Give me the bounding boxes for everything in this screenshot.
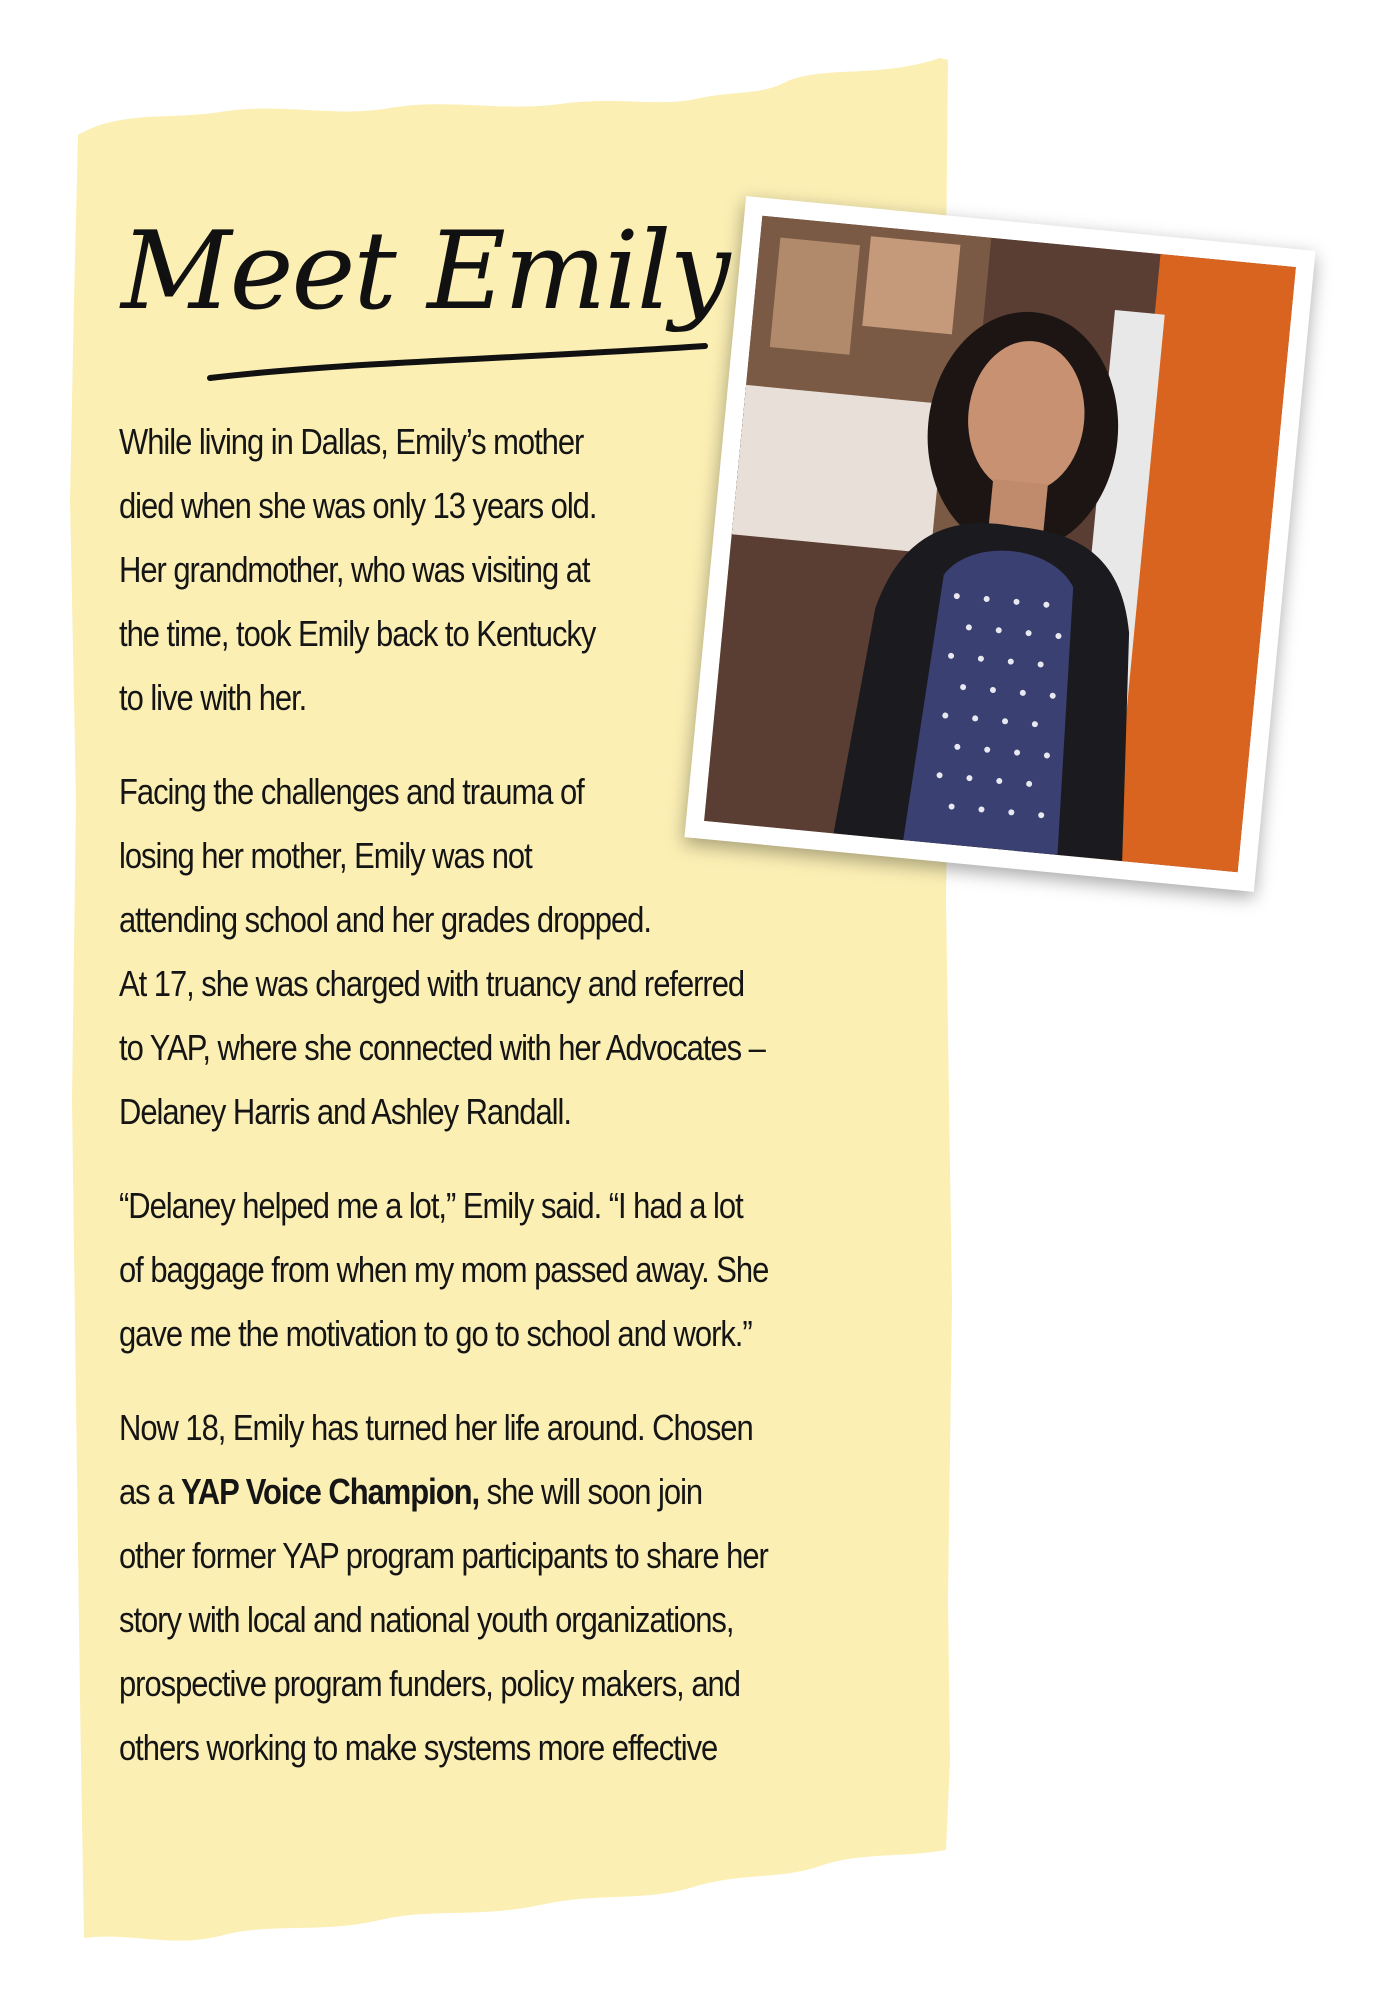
text-line: Delaney Harris and Ashley Randall. (119, 1091, 571, 1132)
paragraph-gap (119, 730, 807, 760)
page-title: Meet Emily (121, 209, 729, 334)
text-line: to YAP, where she connected with her Advocates – (119, 1027, 765, 1068)
text-line: story with local and national youth organizations, (119, 1599, 734, 1640)
text-line: prospective program funders, policy makers, and (119, 1663, 740, 1704)
shelf-item (862, 236, 960, 334)
text-line: other former YAP program participants to share her (119, 1535, 768, 1576)
text-line: While living in Dallas, Emily’s mother (119, 421, 584, 462)
text-line: Facing the challenges and trauma of (119, 771, 584, 812)
paragraph-1 (119, 410, 807, 730)
text-line: the time, took Emily back to Kentucky (119, 613, 596, 654)
text-line: At 17, she was charged with truancy and referred (119, 963, 745, 1004)
paragraph-gap (119, 1144, 807, 1174)
paragraph-2 (119, 760, 807, 1144)
text-line: losing her mother, Emily was not (119, 835, 532, 876)
text-line: attending school and her grades dropped. (119, 899, 651, 940)
text-line: Her grandmother, who was visiting at (119, 549, 590, 590)
shelf-item (770, 238, 860, 355)
text-line: of baggage from when my mom passed away. She (119, 1249, 769, 1290)
text-segment: as a (119, 1471, 181, 1512)
text-line: died when she was only 13 years old. (119, 485, 597, 526)
story-body (119, 410, 807, 1780)
title-underline (210, 346, 705, 378)
paragraph-4 (119, 1396, 807, 1780)
text-line: others working to make systems more effective (119, 1727, 718, 1768)
yap-voice-champion-emphasis: YAP Voice Champion, (180, 1471, 480, 1512)
text-line: gave me the motivation to go to school and work.” (119, 1313, 752, 1354)
text-line (119, 1460, 807, 1524)
title-script (115, 150, 735, 400)
paragraph-gap (119, 1366, 807, 1396)
paragraph-3 (119, 1174, 807, 1366)
text-segment: she will soon join (479, 1471, 703, 1512)
text-line: Now 18, Emily has turned her life around. Chosen (119, 1407, 753, 1448)
text-line: “Delaney helped me a lot,” Emily said. “I had a lot (119, 1185, 743, 1226)
text-line: to live with her. (119, 677, 307, 718)
